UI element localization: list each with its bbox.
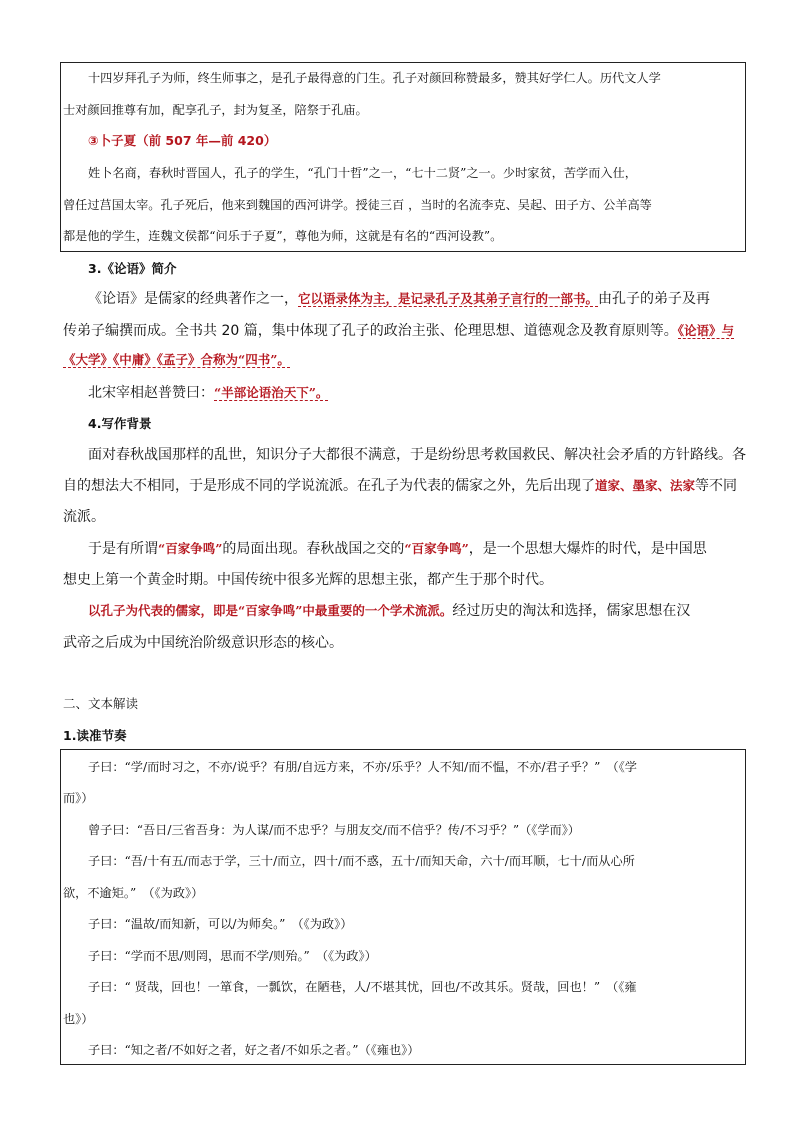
lunyu-intro-line xyxy=(88,288,710,310)
bio-text-line: 十四岁拜孔子为师，终生师事之，是孔子最得意的门生。孔子对颜回称赞最多，赞其好学仁人。历代文人学 xyxy=(88,71,661,85)
text-span: 于是有所谓 xyxy=(88,541,158,557)
highlight-span: 它以语录体为主，是记录孔子及其弟子言行的一部书。 xyxy=(298,291,599,306)
highlight-span: 《论语》与 xyxy=(677,323,734,338)
text-span: 《论语》是儒家的经典著作之一， xyxy=(88,291,298,307)
highlight-span: “百家争鸣” xyxy=(158,541,223,556)
bio-text-line: 姓卜名商，春秋时晋国人，孔子的学生，“孔门十哲”之一，“七十二贤”之一。少时家贫，苦学而入仕， xyxy=(88,166,637,180)
text-span: 由孔子的弟子及再 xyxy=(598,291,711,307)
highlight-span: 《大学》《中庸》《孟子》合称为“四书”。 xyxy=(63,352,290,367)
subsection-title-rhythm: 1.读准节奏 xyxy=(63,728,127,743)
bio-text-line: 士对颜回推尊有加，配享孔子，封为复圣，陪祭于孔庙。 xyxy=(63,103,368,117)
section-title-background: 4.写作背景 xyxy=(88,416,152,431)
section-title-lunyu-intro: 3.《论语》简介 xyxy=(88,261,177,276)
part-title-text-reading: 二、文本解读 xyxy=(63,696,139,711)
bio-text-line: 曾任过莒国太宰。孔子死后，他来到魏国的西河讲学。授徒三百 ，当时的名流李克、吴起、田子方、公羊高等 xyxy=(63,198,652,212)
rhythm-box xyxy=(60,749,746,1065)
zhaopu-quote-line xyxy=(88,382,328,404)
rhythm-line: 子曰：“学/而时习之，不亦/说乎？有朋/自远方来，不亦/乐乎？人不知/而不愠，不亦/君子乎？” （《学 xyxy=(88,760,637,774)
bio-text-line: 都是他的学生，连魏文侯都“问乐于子夏”，尊他为师，这就是有名的“西河设教”。 xyxy=(63,229,503,243)
rhythm-line: 而》） xyxy=(63,791,94,805)
background-line xyxy=(88,600,690,622)
highlight-span: “半部论语治天下”。 xyxy=(214,385,329,400)
text-span: ，是一个思想大爆炸的时代，是中国思 xyxy=(468,541,707,557)
lunyu-intro-line xyxy=(63,320,734,342)
highlight-span: “百家争鸣” xyxy=(404,541,469,556)
highlight-span: 以孔子为代表的儒家，即是“百家争鸣”中最重要的一个学术流派。 xyxy=(88,603,453,618)
text-span: 经过历史的淘汰和选择，儒家思想在汉 xyxy=(452,603,691,619)
text-span: 自的想法大不相同，于是形成不同的学说流派。在孔子为代表的儒家之外，先后出现了 xyxy=(63,478,595,494)
highlight-span: 道家、墨家、法家 xyxy=(595,478,696,493)
text-span: 传弟子编撰而成。全书共 20 篇，集中体现了孔子的政治主张、伦理思想、道德观念及教育原则等。 xyxy=(63,323,678,339)
bio-box xyxy=(60,62,746,252)
rhythm-line: 子曰：“吾/十有五/而志于学，三十/而立，四十/而不惑，五十/而知天命，六十/而耳顺，七十/而从心所 xyxy=(88,854,635,868)
lunyu-intro-line xyxy=(63,350,290,370)
background-line: 武帝之后成为中国统治阶级意识形态的核心。 xyxy=(63,635,343,651)
rhythm-line: 子曰：“温故/而知新，可以/为师矣。” （《为政》） xyxy=(88,917,353,931)
text-span: 北宋宰相赵普赞曰： xyxy=(88,385,214,401)
bio-heading-buzixia: ③卜子夏（前 507 年—前 420） xyxy=(88,133,277,148)
background-line: 面对春秋战国那样的乱世，知识分子大都很不满意，于是纷纷思考救国救民、解决社会矛盾的方针路线。各 xyxy=(88,447,746,463)
rhythm-line: 子曰：“ 贤哉，回也！一箪食，一瓢饮，在陋巷，人/不堪其忧，回也/不改其乐。贤哉，回也！” （《雍 xyxy=(88,980,637,994)
background-line: 想史上第一个黄金时期。中国传统中很多光辉的思想主张，都产生于那个时代。 xyxy=(63,572,553,588)
rhythm-line: 曾子曰：“吾日/三省吾身：为人谋/而不忠乎？与朋友交/而不信乎？传/不习乎？”（《学而》） xyxy=(88,823,580,837)
background-line xyxy=(88,538,707,560)
rhythm-line: 子曰：“学而不思/则罔，思而不学/则殆。” （《为政》） xyxy=(88,949,377,963)
background-line: 流派。 xyxy=(63,509,105,525)
rhythm-line: 子曰：“知之者/不如好之者，好之者/不如乐之者。”（《雍也》） xyxy=(88,1043,420,1057)
background-line xyxy=(63,475,737,497)
rhythm-line: 也》） xyxy=(63,1012,94,1026)
text-span: 等不同 xyxy=(695,478,738,494)
rhythm-line: 欲，不逾矩。” （《为政》） xyxy=(63,886,204,900)
text-span: 的局面出现。春秋战国之交的 xyxy=(222,541,405,557)
